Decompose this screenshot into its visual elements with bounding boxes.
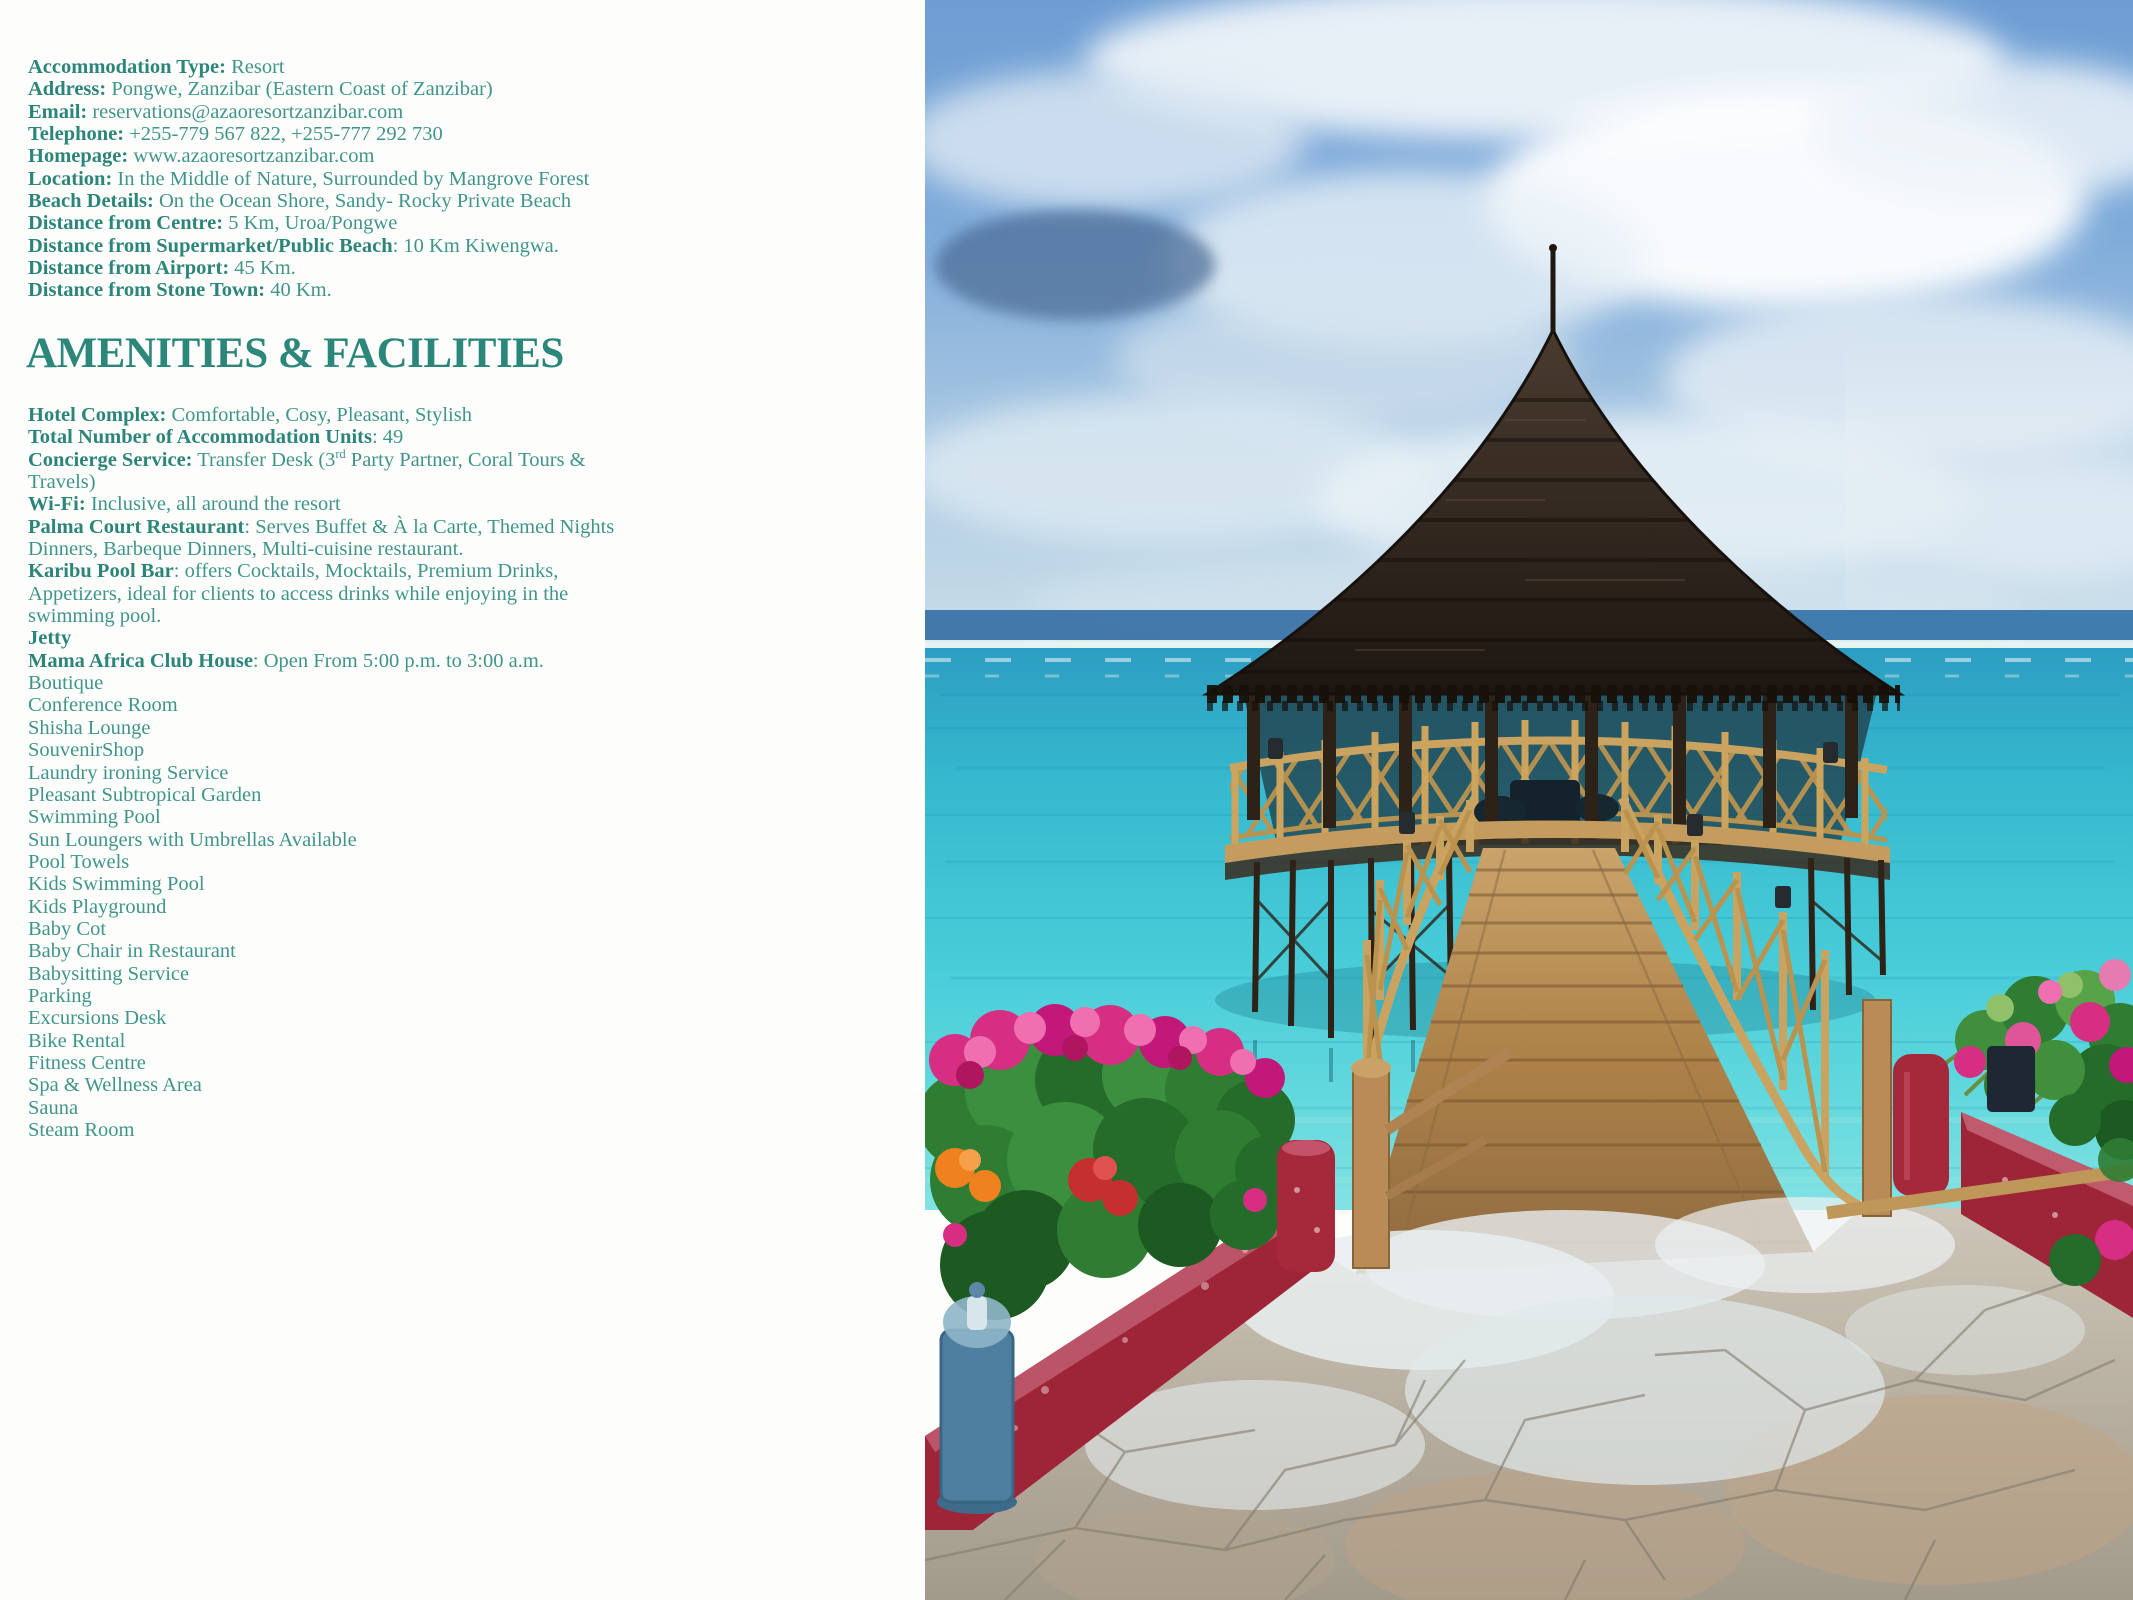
info-line <box>28 145 708 167</box>
field-value: : 10 Km Kiwengwa. <box>392 234 559 257</box>
field-label: Mama Africa Club House <box>28 649 253 672</box>
field-value: Babysitting Service <box>28 962 190 985</box>
field-value: Steam Room <box>28 1119 135 1141</box>
garden-lamp <box>937 1282 1017 1514</box>
field-value: On the Ocean Shore, Sandy- Rocky Private Beach <box>153 190 572 213</box>
field-label: Karibu Pool Bar <box>28 560 174 583</box>
field-label: Email: <box>28 100 88 123</box>
superscript: rd <box>335 446 346 461</box>
field-label: Total Number of Accommodation Units <box>28 426 372 449</box>
amenity-line <box>28 739 626 761</box>
field-label: Accommodation Type: <box>28 56 226 78</box>
red-bollard-right <box>1893 1054 1949 1196</box>
red-bollard-left <box>1277 1140 1335 1272</box>
field-value: In the Middle of Nature, Surrounded by Mangrove Forest <box>112 167 590 190</box>
field-value: Party Partner, Coral Tours & Travels) <box>28 448 586 494</box>
field-label: Concierge Service: <box>28 448 193 471</box>
planter-box <box>1987 1046 2035 1112</box>
resort-info-list <box>28 56 708 302</box>
entrance-post-left <box>1353 1068 1389 1268</box>
amenity-line <box>28 560 626 627</box>
field-value: : Serves Buffet & À la Carte, Themed Nights Dinners, Barbeque Dinners, Multi-cuisine restaurant. <box>28 515 615 561</box>
info-line <box>28 101 708 123</box>
field-value: Pongwe, Zanzibar (Eastern Coast of Zanzibar) <box>106 78 493 101</box>
field-value: Sauna <box>28 1096 79 1119</box>
info-line <box>28 168 708 190</box>
field-value: : Open From 5:00 p.m. to 3:00 a.m. <box>252 649 544 672</box>
field-value: Inclusive, all around the resort <box>85 493 341 516</box>
rain-shaft <box>1845 340 2133 640</box>
amenity-line <box>28 985 626 1007</box>
amenity-line <box>28 516 626 561</box>
field-value: Baby Chair in Restaurant <box>28 940 236 963</box>
amenity-line <box>28 446 626 494</box>
amenity-line <box>28 784 626 806</box>
field-value: Laundry ironing Service <box>28 761 229 784</box>
amenity-line <box>28 650 626 672</box>
amenity-line <box>28 1074 626 1096</box>
field-label: Hotel Complex: <box>28 404 167 426</box>
field-value: Transfer Desk (3 <box>192 448 336 471</box>
amenity-line <box>28 627 626 649</box>
field-label: Beach Details: <box>28 190 154 213</box>
resort-jetty-photo <box>925 0 2133 1600</box>
field-value: Fitness Centre <box>28 1051 146 1074</box>
amenity-line <box>28 1119 626 1141</box>
field-value: reservations@azaoresortzanzibar.com <box>87 100 404 123</box>
field-value: Kids Playground <box>28 895 167 918</box>
info-line <box>28 190 708 212</box>
amenity-line <box>28 851 626 873</box>
amenity-line <box>28 1007 626 1029</box>
field-value: : 49 <box>371 426 404 449</box>
info-line <box>28 78 708 100</box>
field-value: www.azaoresortzanzibar.com <box>128 145 375 168</box>
amenity-line <box>28 426 626 448</box>
amenity-line <box>28 672 626 694</box>
amenity-line <box>28 1030 626 1052</box>
entrance-post-right <box>1863 1000 1891 1216</box>
field-value: Bike Rental <box>28 1029 126 1052</box>
amenity-line <box>28 918 626 940</box>
field-value: 5 Km, Uroa/Pongwe <box>223 212 398 235</box>
info-line <box>28 56 708 78</box>
amenities-heading: AMENITIES & FACILITIES <box>26 330 564 377</box>
info-line <box>28 212 708 234</box>
amenity-line <box>28 493 626 515</box>
amenity-line <box>28 1097 626 1119</box>
field-label: Wi-Fi: <box>28 493 86 516</box>
amenity-line <box>28 896 626 918</box>
field-value: Spa & Wellness Area <box>28 1074 202 1097</box>
field-label: Distance from Supermarket/Public Beach <box>28 234 393 257</box>
field-value: Pool Towels <box>28 850 130 873</box>
field-value: Resort <box>225 56 285 78</box>
amenity-line <box>28 1052 626 1074</box>
info-line <box>28 235 708 257</box>
field-value: Swimming Pool <box>28 806 161 829</box>
field-label: Distance from Stone Town: <box>28 279 266 302</box>
field-value: Comfortable, Cosy, Pleasant, Stylish <box>166 404 472 426</box>
info-line <box>28 279 708 301</box>
amenities-list <box>28 404 626 1141</box>
amenity-line <box>28 762 626 784</box>
field-value: Shisha Lounge <box>28 716 151 739</box>
field-value: Kids Swimming Pool <box>28 873 205 896</box>
amenity-line <box>28 717 626 739</box>
field-label: Address: <box>28 78 107 101</box>
field-value: Pleasant Subtropical Garden <box>28 783 262 806</box>
amenity-line <box>28 963 626 985</box>
amenity-line <box>28 806 626 828</box>
field-value: Parking <box>28 984 92 1007</box>
amenity-line <box>28 940 626 962</box>
info-line <box>28 123 708 145</box>
field-value: 40 Km. <box>265 279 332 302</box>
field-value: SouvenirShop <box>28 739 145 762</box>
field-value: Sun Loungers with Umbrellas Available <box>28 828 357 851</box>
field-value: Baby Cot <box>28 917 107 940</box>
field-label: Distance from Centre: <box>28 212 224 235</box>
field-value: +255-779 567 822, +255-777 292 730 <box>124 123 443 146</box>
field-label: Homepage: <box>28 145 129 168</box>
field-value: Excursions Desk <box>28 1007 167 1030</box>
field-label: Location: <box>28 167 113 190</box>
field-value: 45 Km. <box>229 257 296 280</box>
field-label: Distance from Airport: <box>28 257 230 280</box>
info-line <box>28 257 708 279</box>
amenity-line <box>28 694 626 716</box>
amenity-line <box>28 404 626 426</box>
field-value: Conference Room <box>28 694 178 717</box>
field-value: Boutique <box>28 672 104 695</box>
field-value: : offers Cocktails, Mocktails, Premium Drinks, Appetizers, ideal for clients to access drinks while enjoying in the swimming pool. <box>28 560 569 628</box>
amenity-line <box>28 873 626 895</box>
amenity-line <box>28 829 626 851</box>
field-label: Jetty <box>28 627 72 650</box>
field-label: Palma Court Restaurant <box>28 515 245 538</box>
field-label: Telephone: <box>28 123 125 146</box>
